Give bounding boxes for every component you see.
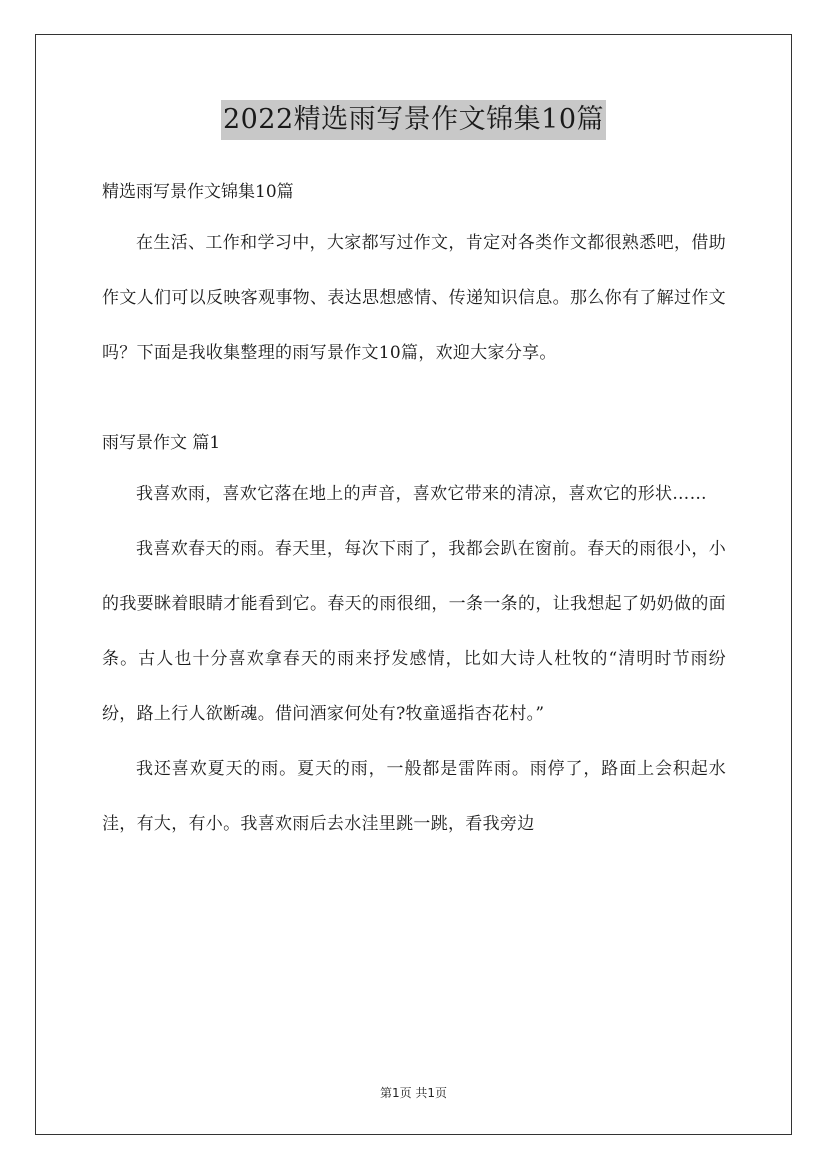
paragraph-3: 我还喜欢夏天的雨。夏天的雨，一般都是雷阵雨。雨停了，路面上会积起水洼，有大，有小。我喜欢雨后去水洼里跳一跳，看我旁边: [102, 759, 726, 834]
page-number-label: 第1页 共1页: [379, 1086, 448, 1100]
title-container: [0, 100, 827, 140]
section-gap: [102, 381, 726, 423]
paragraph-2: 我喜欢春天的雨。春天里，每次下雨了，我都会趴在窗前。春天的雨很小，小的我要眯着眼睛才能看到它。春天的雨很细，一条一条的，让我想起了奶奶做的面条。古人也十分喜欢拿春天的雨来抒发感情，比如大诗人杜牧的“清明时节雨纷纷，路上行人欲断魂。借问酒家何处有?牧童遥指杏花村。”: [102, 539, 726, 724]
document-body: [102, 172, 726, 852]
document-subtitle: 精选雨写景作文锦集10篇: [102, 182, 294, 202]
section-heading: 雨写景作文 篇1: [102, 433, 221, 453]
paragraph-1: 我喜欢雨，喜欢它落在地上的声音，喜欢它带来的清凉，喜欢它的形状……: [136, 484, 707, 504]
intro-paragraph: 在生活、工作和学习中，大家都写过作文，肯定对各类作文都很熟悉吧，借助作文人们可以反映客观事物、表达思想感情、传递知识信息。那么你有了解过作文吗？下面是我收集整理的雨写景作文10篇，欢迎大家分享。: [102, 233, 726, 363]
page-footer: [0, 1084, 827, 1101]
document-title: 2022精选雨写景作文锦集10篇: [221, 100, 606, 140]
